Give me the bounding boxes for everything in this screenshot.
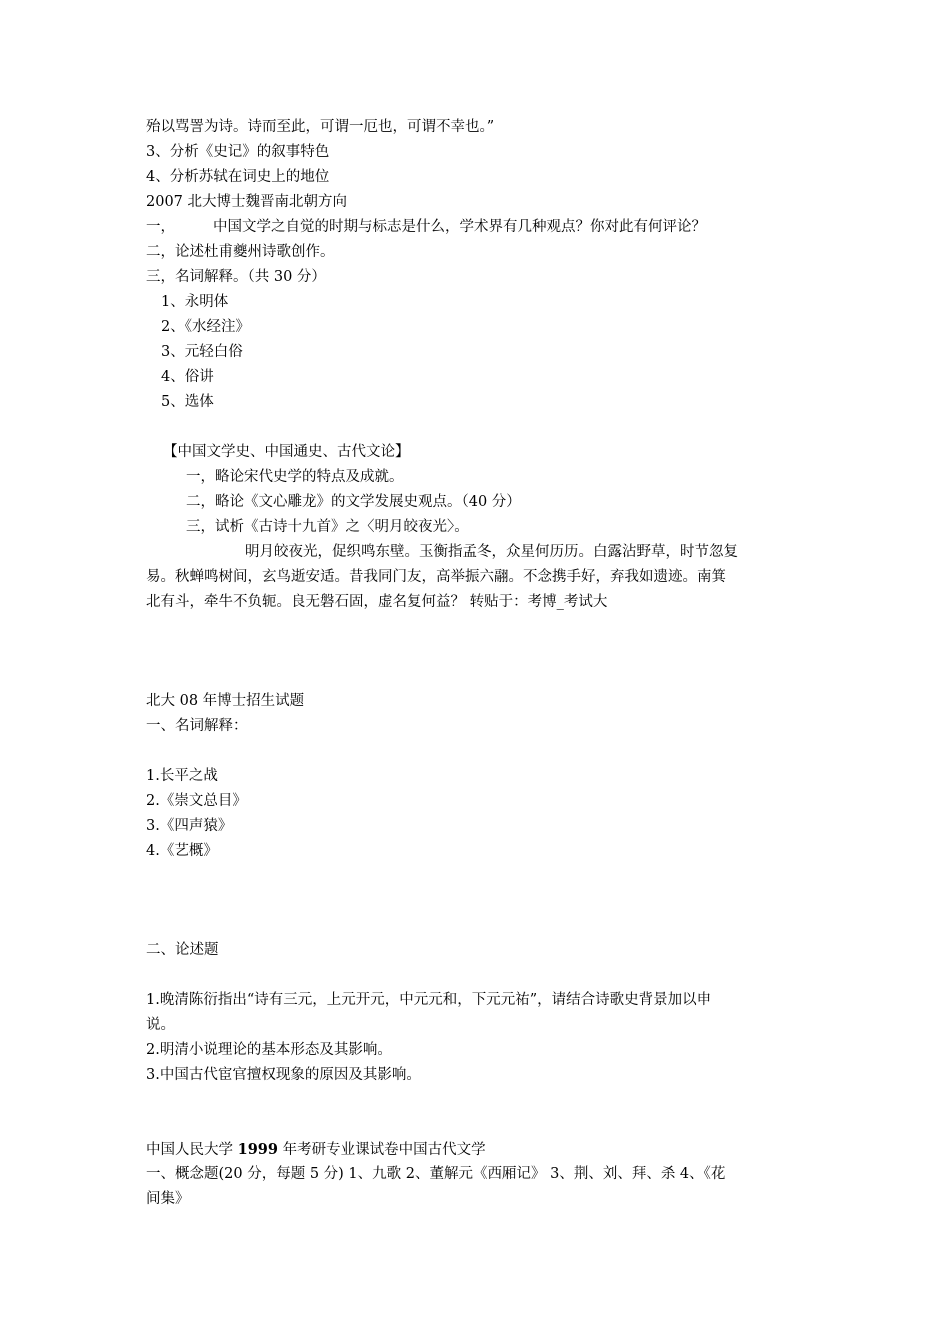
question-3: 三，名词解释。（共 30 分） (146, 269, 326, 285)
term-item: 1、永明体 (161, 294, 229, 310)
section-title-ruc-1999 (146, 1137, 826, 1163)
poem-line: 易。秋蝉鸣树间，玄鸟逝安适。昔我同门友，高举振六翮。不念携手好，弃我如遗迹。南箕 (146, 569, 726, 585)
question-1-label: 一， (146, 219, 175, 235)
title-part: 年考研专业课试卷中国古代文学 (277, 1142, 486, 1158)
term-item: 3.《四声猿》 (146, 818, 233, 834)
history-question-1: 一，略论宋代史学的特点及成就。 (186, 469, 404, 485)
question-sushi: 4、分析苏轼在词史上的地位 (146, 169, 330, 185)
title-year: 1999 (237, 1141, 278, 1158)
part-heading: 二、论述题 (146, 942, 219, 958)
history-question-3: 三，试析《古诗十九首》之〈明月皎夜光〉。 (186, 519, 469, 535)
term-item: 5、选体 (161, 394, 214, 410)
essay-question: 3.中国古代宦官擅权现象的原因及其影响。 (146, 1067, 421, 1083)
part-heading: 一、名词解释： (146, 718, 248, 734)
question-2: 二，论述杜甫夔州诗歌创作。 (146, 244, 335, 260)
concept-questions: 一、概念题(20 分，每题 5 分) 1、九歌 2、董解元《西厢记》 3、荆、刘、拜、杀 4、《花 (146, 1166, 726, 1182)
question-1-text: 中国文学之自觉的时期与标志是什么，学术界有几种观点？你对此有何评论？ (213, 219, 706, 235)
section-title-2007: 2007 北大博士魏晋南北朝方向 (146, 194, 348, 210)
term-item: 2.《崇文总目》 (146, 793, 247, 809)
concept-questions-cont: 间集》 (146, 1191, 190, 1207)
text-line: 殆以骂詈为诗。诗而至此，可谓一厄也，可谓不幸也。” (146, 119, 495, 135)
essay-question: 2.明清小说理论的基本形态及其影响。 (146, 1042, 392, 1058)
term-item: 1.长平之战 (146, 768, 218, 784)
poem-line: 北有斗，牵牛不负轭。良无磐石固，虚名复何益？ 转贴于：考博_考试大 (146, 594, 608, 610)
term-item: 3、元轻白俗 (161, 344, 243, 360)
history-question-2: 二，略论《文心雕龙》的文学发展史观点。（40 分） (186, 494, 521, 510)
section-title-pku-08: 北大 08 年博士招生试题 (146, 693, 305, 709)
term-item: 4.《艺概》 (146, 843, 218, 859)
essay-question: 1.晚清陈衍指出“诗有三元，上元开元，中元元和，下元元祐”，请结合诗歌史背景加以申 (146, 992, 712, 1008)
question-shiji: 3、分析《史记》的叙事特色 (146, 144, 330, 160)
poem-line: 明月皎夜光，促织鸣东壁。玉衡指孟冬，众星何历历。白露沾野草，时节忽复 (245, 544, 738, 560)
essay-question-cont: 说。 (146, 1017, 175, 1033)
term-item: 4、俗讲 (161, 369, 214, 385)
title-part: 中国人民大学 (146, 1142, 238, 1158)
section-header: 【中国文学史、中国通史、古代文论】 (163, 444, 410, 460)
term-item: 2、《水经注》 (161, 319, 250, 335)
